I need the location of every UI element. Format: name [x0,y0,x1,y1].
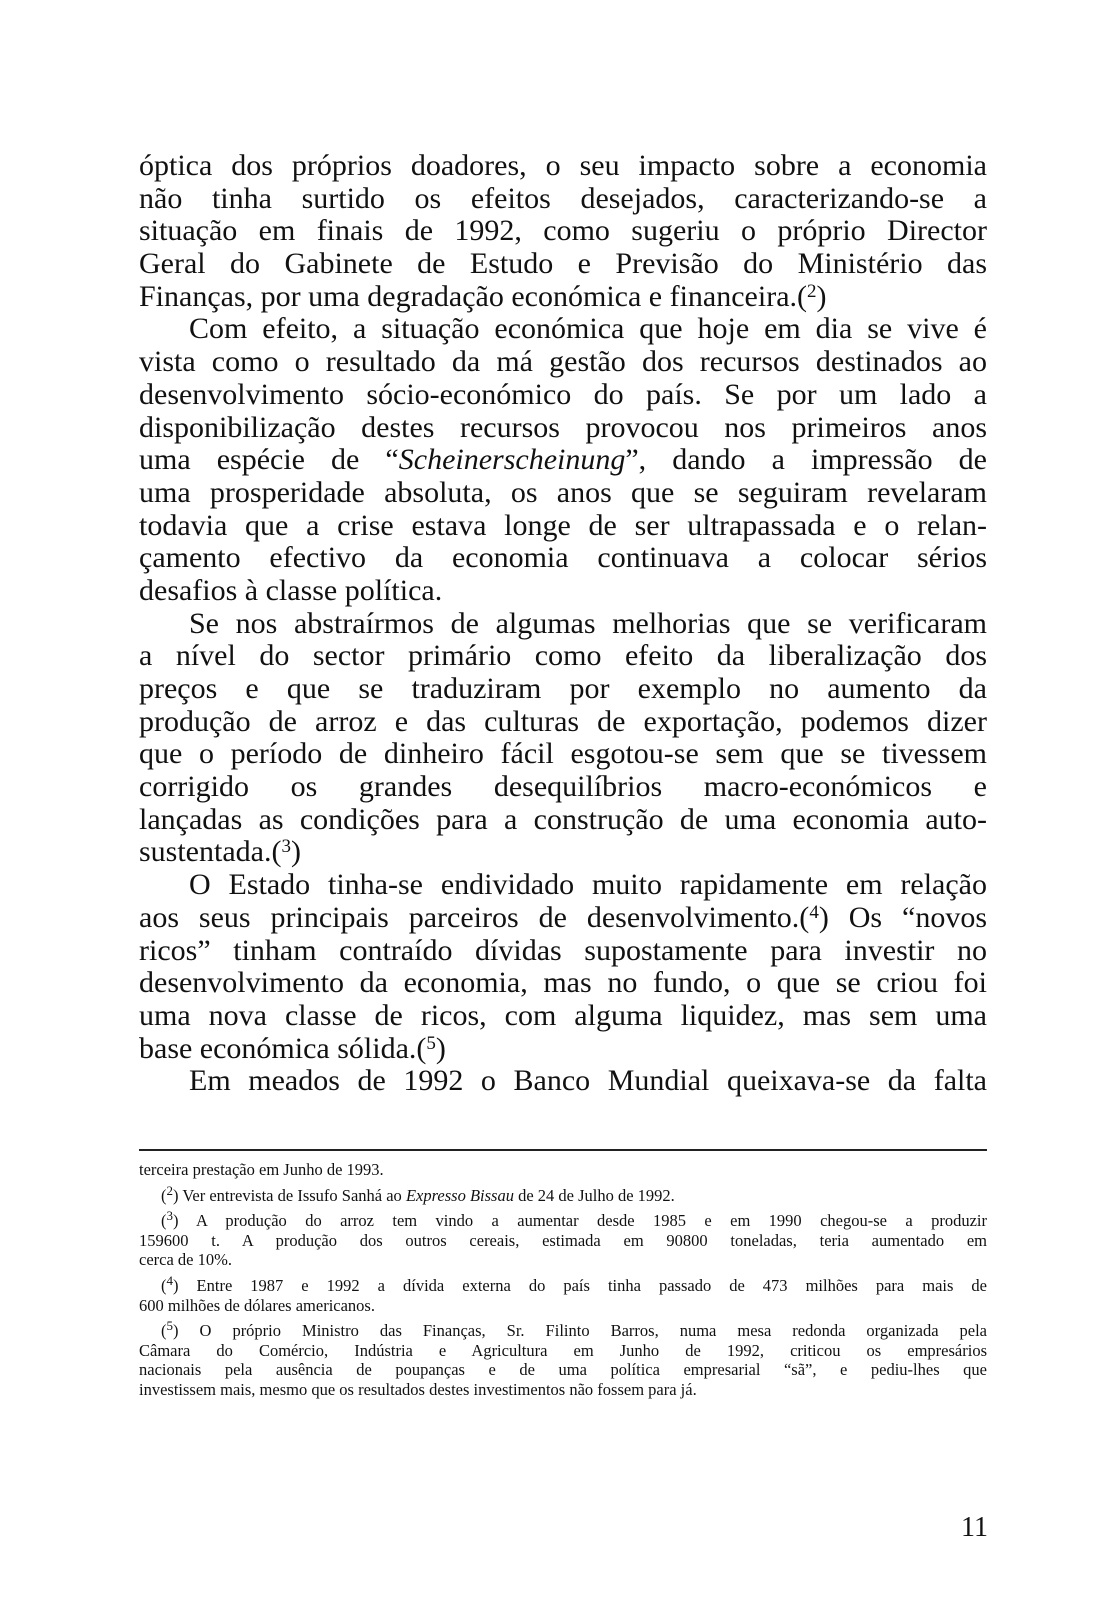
text-segment: ) [816,279,827,313]
footnote-line: investissem mais, mesmo que os resultados destes investimentos não fossem para já. [139,1379,697,1399]
footnote-text: de 24 de Julho de 1992. [513,1185,675,1205]
text-segment: Finanças, por uma degradação económica e financeira.( [139,279,807,313]
open-quote: “ [385,443,399,477]
footnote-line: 159600 t. A produção dos outros cereais, estimada em 90800 toneladas, teria aumentado em [139,1230,987,1250]
text-segment: aos seus principais parceiros de desenvolvimento.( [139,900,810,934]
text-line: preços e que se traduziram por exemplo no aumento da [139,672,987,705]
text-line: que o período de dinheiro fácil esgotou-se sem que se tivessem [139,737,987,771]
fn-open-paren: ( [161,1321,167,1341]
page-number: 11 [961,1512,988,1543]
footnote-ref: 5 [426,1032,436,1054]
text-line: çamento efectivo da economia continuava a colocar sérios [139,541,987,575]
text-line [139,836,987,869]
text-line: desenvolvimento da economia, mas no fundo, o que se criou foi [139,966,987,1000]
footnote-line: 600 milhões de dólares americanos. [139,1295,375,1315]
text-line [139,1033,987,1066]
footnote-number: 4 [166,1272,173,1288]
text-line: vista como o resultado da má gestão dos recursos destinados ao [139,345,987,379]
text-line: corrigido os grandes desequilíbrios macro-económicos e [139,770,987,804]
text-line: desenvolvimento sócio-económico do país. Se por um lado a [139,377,987,411]
footnotes [139,1160,987,1400]
text-line: disponibilização destes recursos provocou nos primeiros anos [139,410,987,444]
text-segment: uma espécie de [139,443,386,477]
fn-close-paren: ) [173,1185,179,1205]
text-line: Se nos abstraírmos de algumas melhorias que se verificaram [189,606,987,640]
text-line [139,444,987,477]
text-line: O Estado tinha-se endividado muito rapidamente em relação [189,868,987,902]
text-line [139,281,987,314]
fn-close-paren: ) [173,1275,179,1295]
footnote-line: Câmara do Comércio, Indústria e Agricultura em Junho de 1992, criticou os empresários [139,1340,987,1360]
fn-open-paren: ( [161,1275,167,1295]
text-line: Geral do Gabinete de Estudo e Previsão do Ministério das [139,247,987,281]
footnote-divider [139,1149,987,1151]
text-line: óptica dos próprios doadores, o seu impacto sobre a economia [139,149,987,182]
footnote-text: A produção do arroz tem vindo a aumentar desde 1985 e em 1990 chegou-se a produzir [196,1211,987,1231]
footnote-ref: 4 [809,901,819,923]
footnote-text: Entre 1987 e 1992 a dívida externa do país tinha passado de 473 milhões para mais de [196,1275,988,1295]
footnote-text: Ver entrevista de Issufo Sanhá ao [182,1185,406,1205]
footnote-number: 3 [166,1208,173,1224]
text-line: a nível do sector primário como efeito da liberalização dos [139,639,987,673]
footnote-4 [139,1272,988,1296]
text-segment: ) [435,1031,446,1065]
fn-open-paren: ( [161,1185,167,1205]
text-line: produção de arroz e das culturas de exportação, podemos dizer [139,704,987,738]
text-line: uma nova classe de ricos, com alguma liquidez, mas sem uma [139,998,987,1032]
text-line: lançadas as condições para a construção de uma economia auto- [139,802,987,836]
text-segment: base económica sólida.( [139,1031,427,1065]
text-segment: ) Os “novos [818,900,987,934]
text-line: ricos” tinham contraído dívidas supostamente para investir no [139,933,987,967]
footnote-5 [139,1318,988,1341]
text-segment: ”, dando a impressão de [625,443,987,477]
main-text [139,150,987,1098]
text-line: Com efeito, a situação económica que hoje em dia se vive é [189,312,987,346]
fn-close-paren: ) [173,1321,179,1341]
text-line: não tinha surtido os efeitos desejados, caracterizando-se a [139,181,987,215]
footnote-text: O próprio Ministro das Finanças, Sr. Filinto Barros, numa mesa redonda organizada pela [199,1321,988,1341]
text-segment: sustentada.( [139,835,282,869]
text-line: Em meados de 1992 o Banco Mundial queixava-se da falta [189,1064,987,1098]
footnote-continuation: terceira prestação em Junho de 1993. [139,1160,384,1179]
italic-term: Scheinerscheinung [398,443,626,477]
footnote-ref: 3 [281,836,291,858]
text-segment: ) [290,835,301,869]
text-line [139,902,987,935]
publication-title: Expresso Bissau [405,1185,514,1205]
fn-close-paren: ) [173,1211,179,1231]
footnote-number: 2 [166,1182,173,1198]
footnote-2 [139,1182,987,1206]
footnote-number: 5 [166,1318,173,1334]
text-line: desafios à classe política. [139,573,443,607]
text-line: todavia que a crise estava longe de ser ultrapassada e o relan- [139,508,987,542]
text-line: situação em finais de 1992, como sugeriu o próprio Director [139,214,987,248]
footnote-ref: 2 [807,280,817,302]
footnote-line: cerca de 10%. [139,1250,232,1270]
fn-open-paren: ( [161,1211,167,1231]
footnote-line: nacionais pela ausência de poupanças e de uma política empresarial “sã”, e pediu-lhes que [139,1360,987,1380]
footnote-3 [139,1208,987,1231]
text-line: uma prosperidade absoluta, os anos que se seguiram revelaram [139,475,987,509]
